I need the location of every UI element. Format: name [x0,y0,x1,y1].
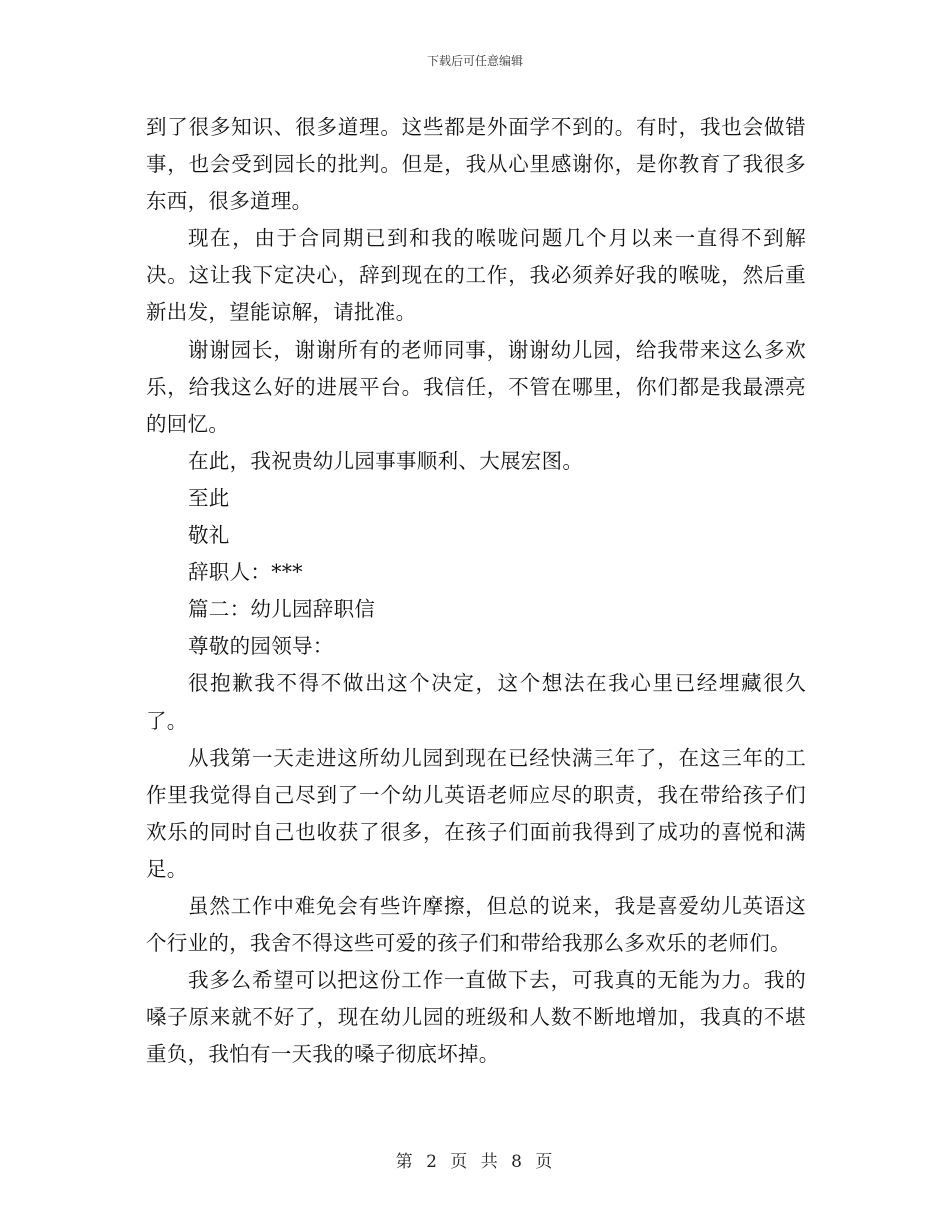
paragraph: 到了很多知识、很多道理。这些都是外面学不到的。有时，我也会做错事，也会受到园长的批判。但是，我从心里感谢你，是你教育了我很多东西，很多道理。 [146,115,806,214]
signature-line: 辞职人：*** [188,560,303,585]
paragraph: 现在，由于合同期已到和我的喉咙问题几个月以来一直得不到解决。这让我下定决心，辞到现在的工作，我必须养好我的喉咙，然后重新出发，望能谅解，请批准。 [146,226,806,325]
paragraph: 我多么希望可以把这份工作一直做下去，可我真的无能为力。我的嗓子原来就不好了，现在幼儿园的班级和人数不断地增加，我真的不堪重负，我怕有一天我的嗓子彻底坏掉。 [146,968,806,1067]
paragraph: 谢谢园长，谢谢所有的老师同事，谢谢幼儿园，给我带来这么多欢乐，给我这么好的进展平台。我信任，不管在哪里，你们都是我最漂亮的回忆。 [146,337,806,436]
page-header-note: 下载后可任意编辑 [426,54,523,68]
paragraph: 在此，我祝贵幼儿园事事顺利、大展宏图。 [188,448,584,473]
document-body [146,109,806,1073]
salutation-line: 敬礼 [188,523,230,548]
closing-line: 至此 [188,485,230,510]
greeting-line: 尊敬的园领导： [188,634,334,659]
paragraph: 很抱歉我不得不做出这个决定，这个想法在我心里已经埋藏很久了。 [146,671,806,733]
page-number: 第 2 页 共 8 页 [395,1152,555,1172]
paragraph: 虽然工作中难免会有些许摩擦，但总的说来，我是喜爱幼儿英语这个行业的，我舍不得这些可爱的孩子们和带给我那么多欢乐的老师们。 [146,893,806,956]
paragraph: 从我第一天走进这所幼儿园到现在已经快满三年了，在这三年的工作里我觉得自己尽到了一个幼儿英语老师应尽的职责，我在带给孩子们欢乐的同时自己也收获了很多，在孩子们面前我得到了成功的喜悦和满足。 [146,745,806,881]
section-title: 篇二：幼儿园辞职信 [188,597,376,622]
